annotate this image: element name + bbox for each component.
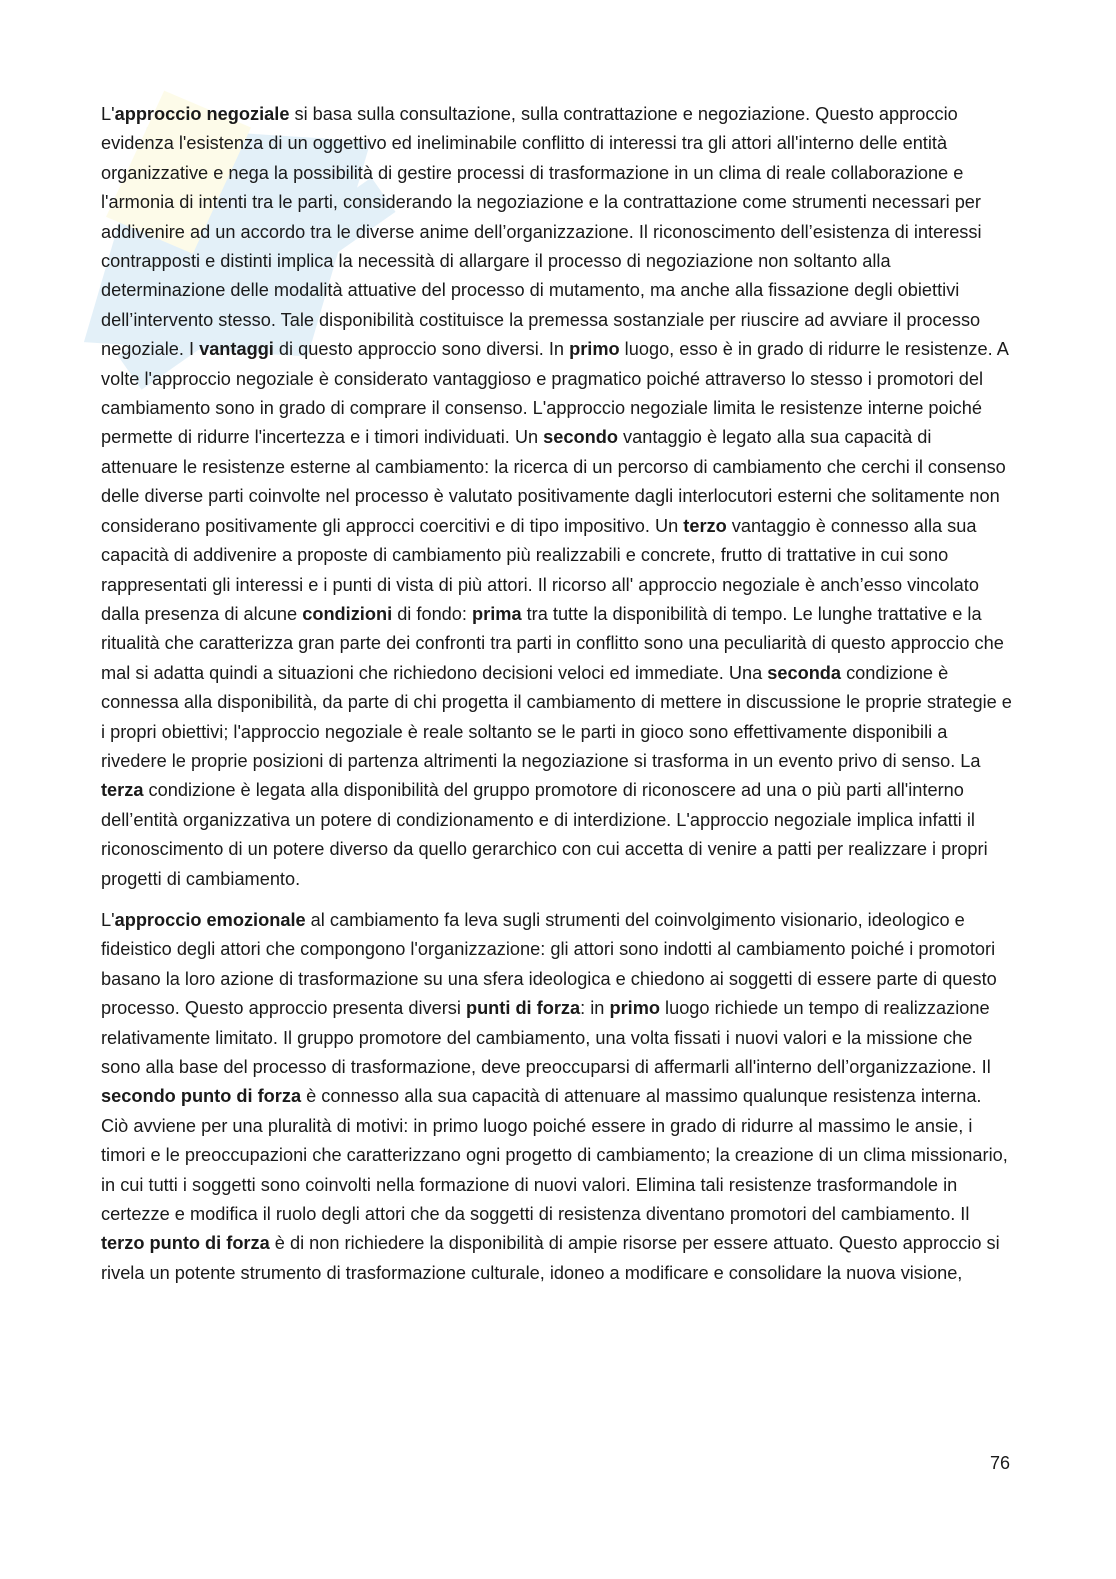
text-run: si basa sulla consultazione, sulla contrattazione e negoziazione. Questo approccio evidenza l'esistenza di un oggettivo ed ineliminabile conflitto di interessi tra gli attori all'interno delle entità organizzative e nega la possibilità di gestire processi di trasformazione in un clima di reale collaborazione e l'armonia di intenti tra le parti, considerando la negoziazione e la contrattazione come strumenti necessari per addivenire ad un accordo tra le diverse anime dell’organizzazione. Il riconoscimento dell’esistenza di interessi contrapposti e distinti implica la necessità di allargare il processo di negoziazione non soltanto alla determinazione delle modalità attuative del processo di mutamento, ma anche alla fissazione degli obiettivi dell’intervento stesso. Tale disponibilità costituisce la premessa sostanziale per riuscire ad avviare il processo negoziale. I [101, 104, 982, 360]
bold-term: primo [609, 998, 660, 1019]
bold-term: vantaggi [199, 339, 274, 360]
document-body [101, 100, 1013, 1288]
bold-term: terzo punto di forza [101, 1233, 270, 1254]
bold-term: approccio negoziale [114, 104, 290, 124]
text-run: condizione è legata alla disponibilità del gruppo promotore di riconoscere ad una o più parti all'interno dell’entità organizzativa un potere di condizionamento e di interdizione. L'approccio negoziale implica infatti il riconoscimento di un potere diverso da quello gerarchico con cui accetta di venire a patti per realizzare i propri progetti di cambiamento. [101, 780, 988, 889]
text-run: di fondo: [392, 603, 473, 624]
text-run: vantaggio è legato alla sua capacità di attenuare le resistenze esterne al cambiamento: la ricerca di un percorso di cambiamento che cerchi il consenso delle diverse parti coinvolte nel processo è valutato positivamente dagli interlocutori esterni che solitamente non considerano positivamente gli approcci coercitivi e di tipo impositivo. Un [101, 427, 1006, 536]
text-run: di questo approccio sono diversi. In [273, 339, 570, 360]
bold-term: punti di forza [465, 998, 581, 1019]
paragraph-approccio-negoziale [101, 100, 1013, 894]
bold-term: secondo [543, 427, 618, 448]
bold-term: seconda [767, 662, 842, 683]
text-run: L' [101, 104, 115, 124]
text-run: è di non richiedere la disponibilità di ampie risorse per essere attuato. Questo approccio si rivela un potente strumento di trasformazione culturale, idoneo a modificare e consolidare la nuova visione, [101, 1233, 1000, 1283]
paragraph-approccio-emozionale [101, 906, 1013, 1288]
text-run: luogo, esso è in grado di ridurre le resistenze. A volte l'approccio negoziale è considerato vantaggioso e pragmatico poiché attraverso lo stesso i promotori del cambiamento sono in grado di comprare il consenso. L'approccio negoziale limita le resistenze interne poiché permette di ridurre l'incertezza e i timori individuati. Un [101, 339, 1008, 448]
text-run: è connesso alla sua capacità di attenuare al massimo qualunque resistenza interna. Ciò avviene per una pluralità di motivi: in primo luogo poiché essere in grado di ridurre al massimo le ansie, i timori e le preoccupazioni che caratterizzano ogni progetto di cambiamento; la creazione di un clima missionario, in cui tutti i soggetti sono coinvolti nella formazione di nuovi valori. Elimina tali resistenze trasformandole in certezze e modifica il ruolo degli attori che da soggetti di resistenza diventano promotori del cambiamento. Il [101, 1086, 1008, 1225]
text-run: al cambiamento fa leva sugli strumenti del coinvolgimento visionario, ideologico e fideistico degli attori che compongono l'organizzazione: gli attori sono indotti al cambiamento poiché i promotori basano la loro azione di trasformazione su una sfera ideologica e chiedono ai soggetti di essere parte di questo processo. Questo approccio presenta diversi [101, 909, 997, 1019]
text-run: : in [580, 998, 610, 1019]
bold-term: condizioni [302, 603, 393, 624]
text-run: luogo richiede un tempo di realizzazione relativamente limitato. Il gruppo promotore del cambiamento, una volta fissati i nuovi valori e la missione che sono alla base del processo di trasformazione, deve preoccuparsi di affermarli all'interno dell’organizzazione. Il [101, 998, 991, 1077]
bold-term: prima [472, 603, 522, 624]
text-run: vantaggio è connesso alla sua capacità di addivenire a proposte di cambiamento più realizzabili e concrete, frutto di trattative in cui sono rappresentati gli interessi e i punti di vista di più attori. Il ricorso all' approccio negoziale è anch’esso vincolato dalla presenza di alcune [101, 515, 979, 624]
bold-term: primo [569, 339, 620, 360]
bold-term: terza [101, 780, 144, 801]
text-run: L' [101, 909, 115, 930]
bold-term: approccio emozionale [114, 909, 306, 930]
bold-term: secondo punto di forza [101, 1086, 302, 1107]
page-number: 76 [989, 1453, 1010, 1473]
text-run: tra tutte la disponibilità di tempo. Le lunghe trattative e la ritualità che caratterizza gran parte dei confronti tra parti in conflitto sono una peculiarità di questo approccio che mal si adatta quindi a situazioni che richiedono decisioni veloci ed immediate. Una [101, 603, 1004, 683]
bold-term: terzo [683, 515, 727, 536]
text-run: condizione è connessa alla disponibilità, da parte di chi progetta il cambiamento di mettere in discussione le proprie strategie e i propri obiettivi; l'approccio negoziale è reale soltanto se le parti in gioco sono effettivamente disponibili a rivedere le proprie posizioni di partenza altrimenti la negoziazione si trasforma in un evento privo di senso. La [101, 662, 1012, 771]
